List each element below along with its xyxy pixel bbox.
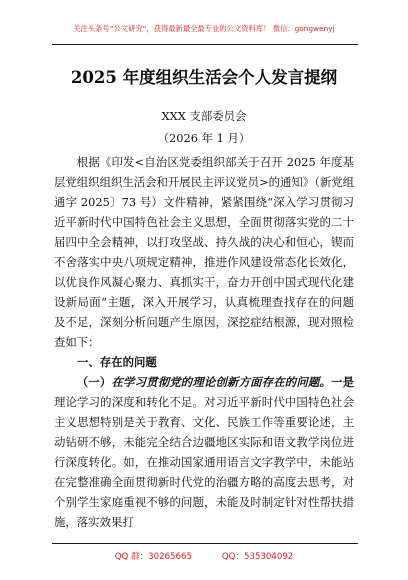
document-date: （2026 年 1 月） <box>157 131 251 145</box>
point-lead: 一是 <box>331 375 354 389</box>
footer-qq-group: QQ 群：30265665 <box>114 552 192 562</box>
footer-contact <box>0 550 408 562</box>
intro-paragraph: 根据《印发<自治区党委组织部关于召开 2025 年度基层党组织组织生活会和开展民主评议党员>的通知》（新党组通字 2025〕73 号）文件精神，紧紧围绕“深入学习贯彻习近平新时代中国特色社会主义思想，全面贯彻落实党的二十届四中全会精神，以打攻坚战、持久战的决心和恒心，锲而不舍落实中央八项规定精神，推进作风建设常态化长效化，以优良作风凝心聚力、真抓实干，奋力开创中国式现代化建设新局面”主题，深入开展学习，认真梳理查找存在的问题及不足，深刻分析问题产生原因，深挖症结根源，现对照检查如下： <box>54 155 355 349</box>
subsection-number: （一） <box>76 375 112 389</box>
document-title: 2025 年度组织生活会个人发言提纲 <box>70 68 338 87</box>
footer-qq-number: QQ：535304092 <box>221 552 294 562</box>
point-text: 理论学习的深度和转化不足。对习近平新时代中国特色社会主义思想特别是关于教育、文化、民族工作等重要论述，主动钻研不够，未能完全结合边疆地区实际和语文教学岗位进行深度转化。如，在推动国家通用语言文字教学中，未能站在完整准确全面贯彻新时代党的治疆方略的高度去思考，对个别学生家庭重视不够的问题，未能及时制定针对性帮扶措施，落实效果打 <box>54 395 354 529</box>
subsection-heading: 在学习贯彻党的理论创新方面存在的问题。 <box>111 375 332 389</box>
header-divider <box>52 44 358 45</box>
footer-divider <box>52 543 358 544</box>
organization-name: XXX 支部委员会 <box>161 109 247 123</box>
header-note: 关注头条号“公文研究”，获得最新最全最专业的公文资料库！ 微信：gongwenyj <box>73 24 335 33</box>
document-body <box>54 152 354 532</box>
section-heading: 一、存在的问题 <box>77 355 157 369</box>
subsection-paragraph <box>54 372 354 532</box>
